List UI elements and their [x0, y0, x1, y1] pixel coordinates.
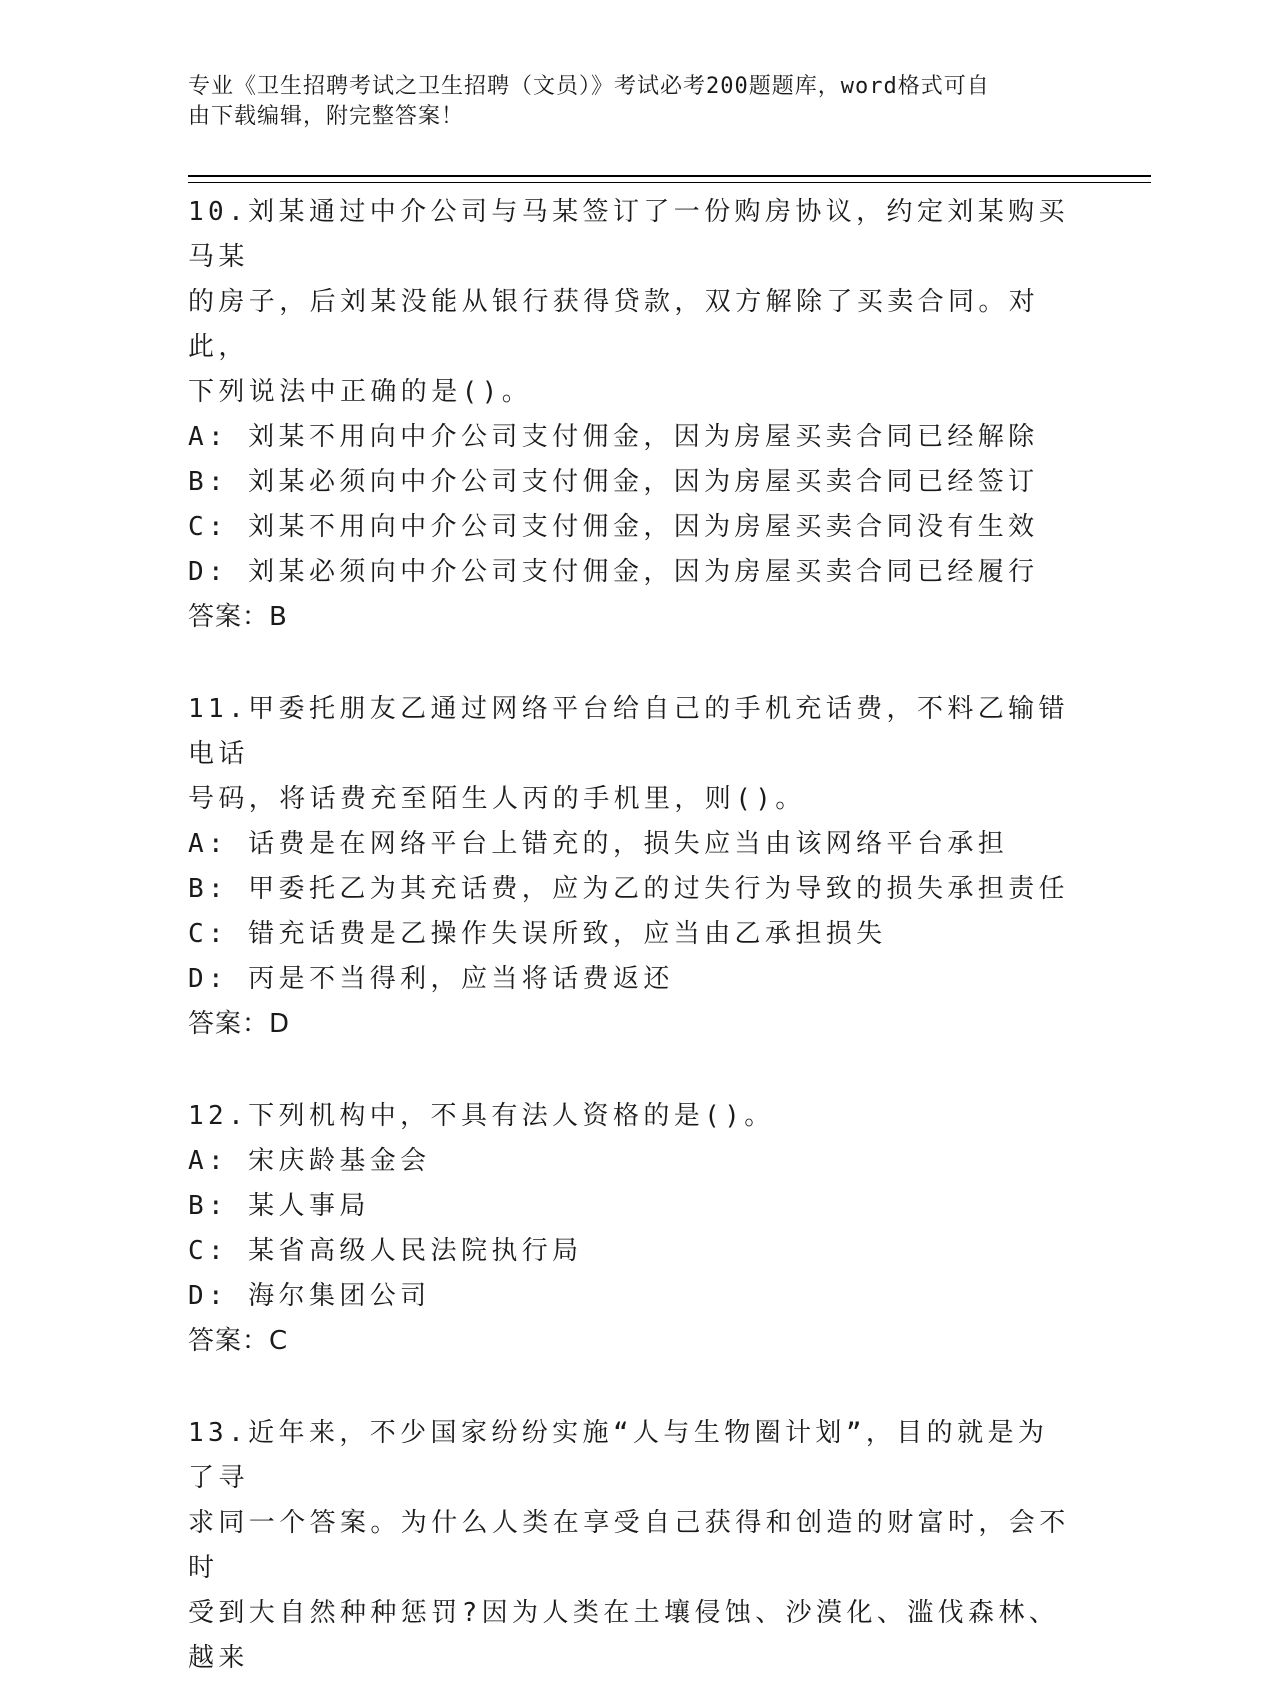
- question-stem-line: 号码，将话费充至陌生人丙的手机里，则()。: [188, 784, 806, 814]
- header-line-1: 专业《卫生招聘考试之卫生招聘（文员）》考试必考200题题库，word格式可自: [188, 74, 990, 99]
- question-10: [188, 190, 1078, 640]
- option-b: B: 甲委托乙为其充话费，应为乙的过失行为导致的损失承担责任: [188, 874, 1069, 904]
- question-stem-line: 11.甲委托朋友乙通过网络平台给自己的手机充话费，不料乙输错电话: [188, 694, 1069, 769]
- option-d: D: 海尔集团公司: [188, 1281, 431, 1311]
- option-c: C: 错充话费是乙操作失误所致，应当由乙承担损失: [188, 919, 887, 949]
- question-stem-line: 求同一个答案。为什么人类在享受自己获得和创造的财富时，会不时: [188, 1508, 1070, 1583]
- option-a: A: 刘某不用向中介公司支付佣金，因为房屋买卖合同已经解除: [188, 422, 1039, 452]
- question-stem-line: 13.近年来，不少国家纷纷实施“人与生物圈计划”，目的就是为了寻: [188, 1418, 1049, 1493]
- question-spacer: [188, 1047, 1078, 1094]
- question-stem-line: 10.刘某通过中介公司与马某签订了一份购房协议，约定刘某购买马某: [188, 197, 1069, 272]
- document-header: [188, 72, 1068, 132]
- option-c: C: 某省高级人民法院执行局: [188, 1236, 583, 1266]
- header-line-2: 由下载编辑，附完整答案！: [188, 104, 465, 129]
- option-c: C: 刘某不用向中介公司支付佣金，因为房屋买卖合同没有生效: [188, 512, 1039, 542]
- header-divider-thick: [188, 175, 1151, 177]
- question-12: [188, 1094, 1078, 1364]
- option-b: B: 某人事局: [188, 1191, 370, 1221]
- answer-line: 答案：B: [188, 602, 288, 632]
- question-stem-line: 的房子，后刘某没能从银行获得贷款，双方解除了买卖合同。对此，: [188, 287, 1040, 362]
- answer-line: 答案：D: [188, 1009, 291, 1039]
- option-a: A: 宋庆龄基金会: [188, 1146, 431, 1176]
- question-list: [188, 190, 1078, 1681]
- option-d: D: 刘某必须向中介公司支付佣金，因为房屋买卖合同已经履行: [188, 557, 1039, 587]
- question-spacer: [188, 1364, 1078, 1411]
- option-b: B: 刘某必须向中介公司支付佣金，因为房屋买卖合同已经签订: [188, 467, 1039, 497]
- answer-line: 答案：C: [188, 1326, 289, 1356]
- question-stem-line: 下列说法中正确的是()。: [188, 377, 533, 407]
- question-stem-line: 12.下列机构中，不具有法人资格的是()。: [188, 1101, 775, 1131]
- option-d: D: 丙是不当得利，应当将话费返还: [188, 964, 674, 994]
- question-spacer: [188, 640, 1078, 687]
- question-11: [188, 687, 1078, 1047]
- question-stem-line: 受到大自然种种惩罚?因为人类在土壤侵蚀、沙漠化、滥伐森林、越来: [188, 1598, 1060, 1673]
- option-a: A: 话费是在网络平台上错充的，损失应当由该网络平台承担: [188, 829, 1009, 859]
- question-13: [188, 1411, 1078, 1681]
- header-divider-thin: [188, 182, 1151, 183]
